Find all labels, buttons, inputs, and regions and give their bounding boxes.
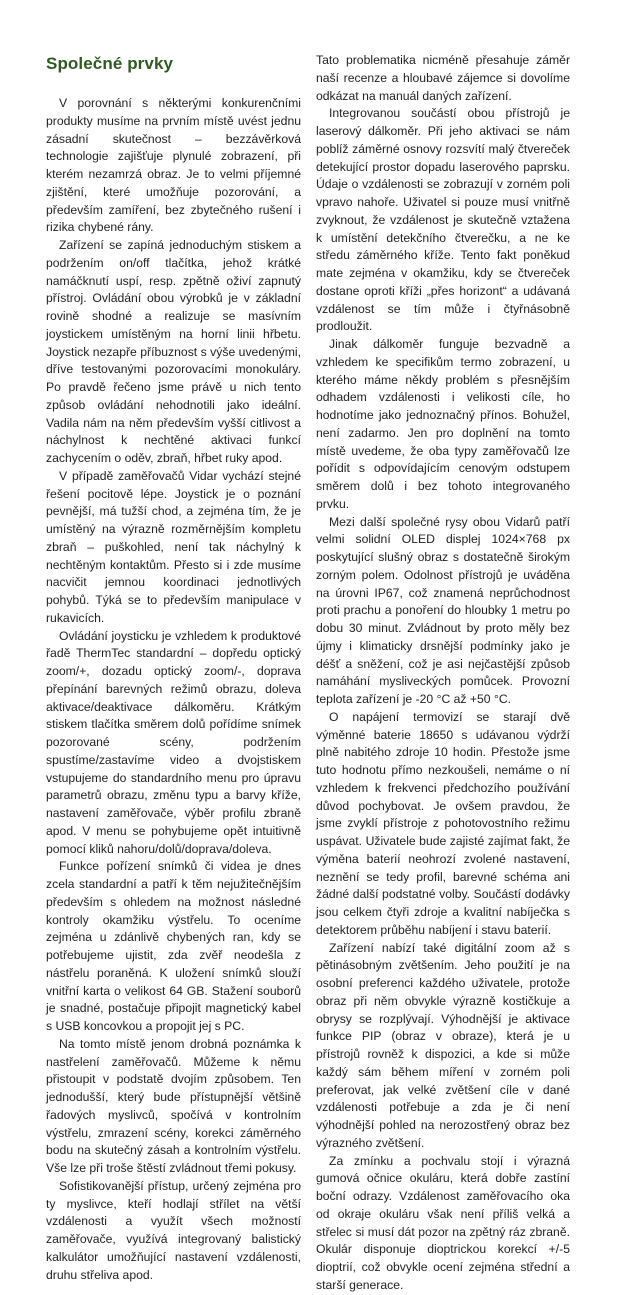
paragraph: Zařízení nabízí také digitální zoom až s pětinásobným zvětšením. Jeho použití je na osobní preferenci každého uživatele, protože obraz při něm obvykle výrazně kostičkuje a obrysy se rozplývají. Výhodnější je aktivace funkce PIP (obraz v obraze), která je u přístrojů rovněž k dispozici, a kde si může každý sám během míření v zorném poli preferovat, jak velké zvětšení cíle v dané vzdálenosti potřebuje a zda je či není výhodnější pohled na nerozostřený obraz bez výrazného zvětšení. [316, 940, 570, 1150]
left-text-column [46, 95, 301, 1284]
paragraph: O napájení termovizí se starají dvě výměnné baterie 18650 s udávanou výdrží plně nabitého zdroje 10 hodin. Přestože jsme tuto hodnotu přímo nezkoušeli, nemáme o ní vzhledem k frekvenci předchozího používání důvod pochybovat. Je ovšem pravdou, že jsme zvyklí přístroje z pohotovostního režimu uspávat. Uživatele bude zajisté zajímat fakt, že výměna baterií neohrozí zvolené nastavení, neznění se tedy profil, barevné schéma ani žádné další podstatné volby. Součástí dodávky jsou celkem čtyři zdroje a kvalitní nabíječka s detektorem průběhu nabíjení i stavu baterií. [316, 709, 570, 937]
paragraph: Integrovanou součástí obou přístrojů je laserový dálkoměr. Při jeho aktivaci se nám poblíž záměrné osnovy rozsvítí malý čtvereček detekující prostor dopadu laserového paprsku. Údaje o vzdálenosti se zobrazují v zorném poli vpravo nahoře. Uživatel si pouze musí vnitřně zvyknout, že vzdálenost je skutečně vztažena k umístění detekčního čtverečku, a ne ke středu záměrného kříže. Tento fakt poněkud mate zejména v okamžiku, kdy se čtvereček dostane oproti kříži „přes horizont“ a udávaná vzdálenost se tím může i čtyřnásobně prodloužit. [316, 106, 570, 334]
paragraph: Na tomto místě jenom drobná poznámka k nastřelení zaměřovačů. Můžeme k němu přistoupit v podstatě dvojím způsobem. Ten jednodušší, který bude přístupnější většině řadových myslivců, spočívá v kontrolním výstřelu, zmrazení scény, korekci záměrného bodu na skutečný zásah a kontrolním výstřelu. Vše lze při troše štěstí zvládnout třemi pokusy. [46, 1036, 301, 1175]
paragraph: Tato problematika nicméně přesahuje záměr naší recenze a hloubavé zájemce si dovolíme odkázat na manuál daných zařízení. [316, 53, 570, 103]
paragraph: Mezi další společné rysy obou Vidarů patří velmi solidní OLED displej 1024×768 px poskytující slušný obraz s dostatečně širokým zorným polem. Odolnost přístrojů je uváděna na úrovni IP67, což znamená neprůchodnost proti prachu a ponoření do hloubky 1 metru po dobu 30 minut. Zvládnout by proto měly bez újmy i klimaticky drsnější podmínky jako je déšť a sněžení, což je asi nejčastější způsob namáhání mysliveckých pomůcek. Provozní teplota zařízení je -20 °C až +50 °C. [316, 514, 570, 706]
section-heading: Společné prvky [46, 54, 174, 73]
paragraph: Zařízení se zapíná jednoduchým stiskem a podržením on/off tlačítka, jehož krátké namáčknutí uspí, resp. zpětně oživí zapnutý přístroj. Ovládání obou výrobků je v základní rovině shodné a realizuje se masívním joystickem umístěným na horní linii hřbetu. Joystick nezapře příbuznost s výše uvedenými, dříve testovanými pozorovacími monokuláry. Po pravdě řečeno jsme právě u nich tento způsob ovládání nehodnotili jako ideální. Vadila nám na něm především vyšší citlivost a náchylnost k nechtěné aktivaci funkcí zachycením o oděv, zbraň, hřbet ruky apod. [46, 238, 301, 465]
paragraph: V případě zaměřovačů Vidar vychází stejné řešení pocitově lépe. Joystick je o poznání pevnější, má tužší chod, a zejména tím, že je umístěný na výrazně rozměrnějším kompletu zbraň – puškohled, není tak náchylný k nechtěným kontaktům. Přesto si i zde musíme nacvičit jemnou koordinaci jednotlivých pohybů. Týká se to především manipulace v rukavicích. [46, 468, 301, 625]
paragraph: Funkce pořízení snímků či videa je dnes zcela standardní a patří k těm nejužitečnějším především s ohledem na možnost následné kontroly okamžiku výstřelu. To oceníme zejména u zdánlivě chybených ran, kdy se potřebujeme ujistit, zda zvěř neodešla z nástřelu poraněná. K uložení snímků slouží vnitřní karta o velikost 64 GB. Stažení souborů je snadné, postačuje připojit magnetický kabel s USB koncovkou a propojit jej s PC. [46, 859, 301, 1033]
paragraph: Za zmínku a pochvalu stojí i výrazná gumová očnice okuláru, která dobře zastíní boční odrazy. Vzdálenost zaměřovacího oka od okraje okuláru však není příliš velká a střelec si musí dát pozor na zpětný ráz zbraně. Okulár disponuje dioptrickou korekcí +/-5 dioptrií, což obvykle ocení zejména střední a starší generace. [316, 1153, 570, 1292]
paragraph: Sofistikovanější přístup, určený zejména pro ty myslivce, kteří hodlají střílet na větší vzdálenosti a využít všech možností zaměřovače, využívá integrovaný balistický kalkulátor umožňující nastavení vzdálenosti, druhu střeliva apod. [46, 1178, 301, 1282]
paragraph: V porovnání s některými konkurenčními produkty musíme na prvním místě uvést jednu zásadní skutečnost – bezzávěrková technologie zajišťuje plynulé zobrazení, při kterém nezamrzá obraz. Je to velmi příjemné zjištění, které umožňuje pozorování, a především zamíření, bez zbytečného rušení i rizika chybené rány. [46, 96, 301, 235]
paragraph: Jinak dálkoměr funguje bezvadně a vzhledem ke specifikům termo zobrazení, u kterého máme někdy problém s přesnějším odhadem vzdálenosti i velikosti cíle, ho hodnotíme jako jednoznačný přínos. Bohužel, není zadarmo. Jen pro doplnění na tomto místě uvedeme, že oba typy zaměřovačů lze pořídit s odpovídajícím cenovým odstupem směrem dolů i bez tohoto integrovaného prvku. [316, 337, 570, 511]
paragraph: Ovládání joysticku je vzhledem k produktové řadě ThermTec standardní – dopředu optický zoom/+, dozadu optický zoom/-, doprava přepínání barevných režimů obrazu, doleva aktivace/deaktivace dálkoměru. Krátkým stiskem tlačítka směrem dolů pořídíme snímek pozorované scény, podržením spustíme/zastavíme video a dvojstiskem vstupujeme do standardního menu pro úpravu parametrů obrazu, změnu typu a barvy kříže, nastavení zaměřovače, výběr profilu zbraně apod. V menu se pohybujeme opět intuitivně pomocí kliků nahoru/dolů/doprava/doleva. [46, 628, 301, 856]
right-text-column [316, 52, 570, 1295]
